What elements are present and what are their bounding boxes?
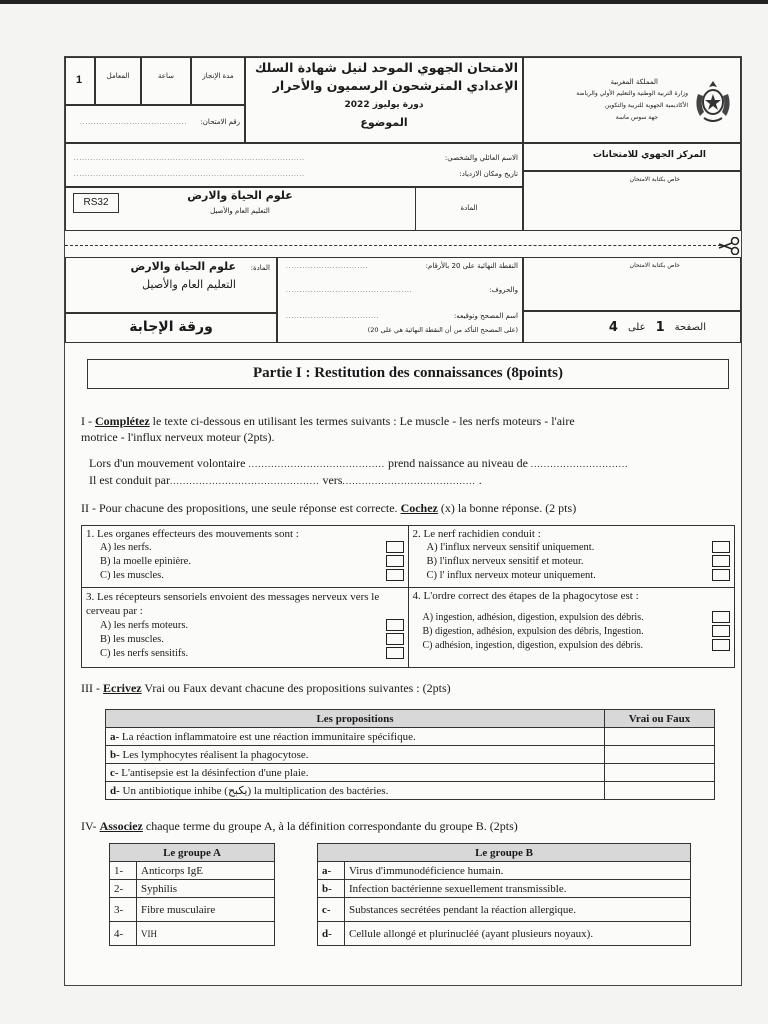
q4-a-text: VIH bbox=[137, 922, 275, 946]
q2-instructions bbox=[81, 501, 731, 516]
grade-cell bbox=[277, 257, 523, 343]
q4-a-num: 1- bbox=[110, 862, 137, 880]
q3-row-letter: d- bbox=[110, 785, 120, 797]
scissors-icon bbox=[717, 237, 741, 255]
table-row bbox=[110, 922, 275, 946]
candidate-info-cell bbox=[65, 143, 523, 187]
q1-num: I - bbox=[81, 414, 95, 428]
answer-reserved-cell bbox=[523, 257, 741, 311]
answer-sheet-title-cell bbox=[65, 313, 277, 343]
q4-a-num: 2- bbox=[110, 880, 137, 898]
coef-value: 1 bbox=[76, 74, 83, 86]
q2-item-4-option-a[interactable]: A) ingestion, adhésion, digestion, expulsion des débris. bbox=[413, 610, 731, 624]
checkbox[interactable] bbox=[712, 639, 730, 651]
q1-line1a: Lors d'un mouvement volontaire bbox=[89, 456, 246, 470]
checkbox[interactable] bbox=[386, 555, 404, 567]
exam-number-cell bbox=[65, 105, 245, 143]
corrector-label: اسم المصحح وتوقيعه: bbox=[453, 312, 518, 320]
of-label: على bbox=[627, 322, 646, 333]
q3-col-vrai-faux: Vrai ou Faux bbox=[605, 710, 715, 728]
table-row bbox=[318, 898, 691, 922]
table-row bbox=[106, 728, 715, 746]
checkbox[interactable] bbox=[712, 569, 730, 581]
q3-row-text: Un antibiotique inhibe (يكبح) la multiplication des bactéries. bbox=[119, 785, 389, 797]
q4-instructions bbox=[81, 819, 731, 834]
q2-item-1-option-a[interactable]: A) les nerfs. bbox=[86, 540, 404, 554]
page-number: 1 bbox=[655, 320, 665, 335]
q4-b-text: Cellule allongé et plurinucléé (ayant plusieurs noyaux). bbox=[345, 922, 691, 946]
q3-row-letter: a- bbox=[110, 730, 120, 743]
answer-subject-name: علوم الحياة والارض bbox=[130, 260, 236, 273]
q4-a-text: Anticorps IgE bbox=[137, 862, 275, 880]
exam-number-label: رقم الامتحان: bbox=[200, 118, 240, 126]
exam-center-label: المركز الجهوي للامتحانات bbox=[592, 150, 706, 160]
q2-item-1-option-b[interactable]: B) la moelle epinière. bbox=[86, 554, 404, 568]
q4-verb: Associez bbox=[99, 819, 143, 833]
academy-label: الأكاديمية الجهوية للتربية والتكوين bbox=[605, 102, 688, 109]
table-row bbox=[318, 862, 691, 880]
q2-item-4-option-c[interactable]: C) adhésion, ingestion, digestion, expulsion des débris. bbox=[413, 638, 731, 652]
checkbox[interactable] bbox=[712, 611, 730, 623]
q4-b-text: Virus d'immunodéficience humain. bbox=[345, 862, 691, 880]
q4-b-text: Infection bactérienne sexuellement transmissible. bbox=[345, 880, 691, 898]
checkbox[interactable] bbox=[386, 541, 404, 553]
subject-word: الموضوع bbox=[360, 116, 408, 129]
q3-answer-cell[interactable] bbox=[605, 728, 715, 746]
reserved-label: خاص بكتابة الامتحان bbox=[629, 176, 680, 183]
checkbox[interactable] bbox=[386, 619, 404, 631]
q4-a-text: Syphilis bbox=[137, 880, 275, 898]
q2-verb: Cochez bbox=[400, 501, 438, 515]
q4-b-letter: a- bbox=[318, 862, 345, 880]
center-cell bbox=[523, 143, 741, 171]
q3-row-text: L'antisepsie est la désinfection d'une plaie. bbox=[118, 766, 309, 779]
q2-item-4-option-b[interactable]: B) digestion, adhésion, expulsion des débris, Ingestion. bbox=[413, 624, 731, 638]
table-row bbox=[106, 764, 715, 782]
grade-letters-label: والحروف: bbox=[489, 286, 518, 294]
page-total: 4 bbox=[608, 320, 618, 335]
q3-answer-cell[interactable] bbox=[605, 782, 715, 800]
q1-instructions bbox=[81, 413, 731, 445]
region-label: جهة سوس ماسة bbox=[615, 114, 658, 121]
q2-item-1 bbox=[82, 526, 409, 588]
q1-text2: motrice - l'influx nerveux moteur (2pts). bbox=[81, 430, 275, 444]
answer-subject-label: المادة: bbox=[250, 264, 270, 272]
coef-label: المعامل bbox=[95, 57, 141, 105]
q1-verb: Complétez bbox=[95, 414, 150, 428]
birth-label: تاريخ ومكان الازدياد: bbox=[459, 170, 518, 178]
page-number-cell bbox=[523, 311, 741, 343]
answer-sheet-title: ورقة الإجابة bbox=[129, 319, 213, 335]
subject-name: علوم الحياة والارض bbox=[187, 189, 293, 202]
q1-fill-text: Lors d'un mouvement volontaire .......................................... prend naissance au niveau de .............................. Il est conduit par.............................................. vers......................................... . bbox=[89, 456, 629, 487]
answer-reserved-label: خاص بكتابة الامتحان bbox=[629, 262, 680, 269]
q2-item-1-title: 1. Les organes effecteurs des mouvements sont : bbox=[86, 528, 299, 540]
table-row bbox=[106, 782, 715, 800]
q4-a-num: 3- bbox=[110, 898, 137, 922]
moroccan-coat-of-arms-icon bbox=[692, 78, 734, 124]
partie-title-box bbox=[87, 359, 729, 389]
q3-verb: Ecrivez bbox=[102, 681, 142, 695]
q3-row-letter: c- bbox=[110, 766, 119, 779]
subject-code: RS32 bbox=[73, 193, 119, 213]
checkbox[interactable] bbox=[712, 625, 730, 637]
q1-line1b: prend naissance au niveau de bbox=[387, 456, 528, 470]
q2-item-3-option-b[interactable]: B) les muscles. bbox=[86, 632, 404, 646]
q2-item-4 bbox=[408, 588, 735, 668]
q4-group-a-table bbox=[109, 843, 275, 946]
q1-text1: le texte ci-dessous en utilisant les termes suivants : Le muscle - les nerfs moteurs - l'aire bbox=[149, 414, 575, 428]
q2-table bbox=[81, 525, 735, 668]
q3-instructions bbox=[81, 681, 731, 696]
ministry-label: وزارة التربية الوطنية والتعليم الأولي والرياضة bbox=[576, 90, 688, 97]
answer-subject-cell bbox=[65, 257, 277, 313]
q2-item-1-option-c[interactable]: C) les muscles. bbox=[86, 568, 404, 582]
name-dots: .................................................................................... bbox=[74, 154, 305, 162]
q4-b-letter: c- bbox=[318, 898, 345, 922]
q1-line2b: vers bbox=[322, 473, 343, 487]
table-row bbox=[110, 880, 275, 898]
q3-col-propositions: Les propositions bbox=[106, 710, 605, 728]
q2-item-3-title: 3. Les récepteurs sensoriels envoient des messages nerveux vers le cerveau par : bbox=[86, 591, 380, 617]
q4-b-text: Substances secrétées pendant la réaction allergique. bbox=[345, 898, 691, 922]
grade-digits-label: النقطة النهائية على 20 بالأرقام: bbox=[425, 262, 518, 270]
q1-line2a: Il est conduit par bbox=[89, 473, 170, 487]
checkbox[interactable] bbox=[386, 647, 404, 659]
page-top-edge bbox=[0, 0, 768, 4]
coef-value-cell bbox=[65, 57, 95, 105]
q3-text: Vrai ou Faux devant chacune des propositions suivantes : (2pts) bbox=[141, 681, 451, 695]
q2-item-3-option-c[interactable]: C) les nerfs sensitifs. bbox=[86, 646, 404, 660]
title-cell bbox=[245, 57, 523, 143]
q3-answer-cell[interactable] bbox=[605, 746, 715, 764]
kingdom-label: المملكة المغربية bbox=[610, 78, 658, 86]
q4-b-letter: b- bbox=[318, 880, 345, 898]
answer-track: التعليم العام والأصيل bbox=[142, 278, 236, 291]
exam-title-line2: الإعدادي المترشحون الرسميون والأحرار bbox=[272, 78, 518, 93]
q4-b-letter: d- bbox=[318, 922, 345, 946]
logo-cell bbox=[523, 57, 741, 143]
grade-digits-dots: .............................. bbox=[286, 262, 369, 270]
checkbox[interactable] bbox=[386, 633, 404, 645]
q3-num: III - bbox=[81, 681, 103, 695]
subject-track: التعليم العام والأصيل bbox=[210, 207, 270, 215]
corrector-dots: .................................. bbox=[286, 312, 380, 320]
subject-label-cell bbox=[415, 187, 523, 231]
q4-a-text: Fibre musculaire bbox=[137, 898, 275, 922]
q4-group-a-title: Le groupe A bbox=[110, 844, 275, 862]
page-label: الصفحة bbox=[674, 322, 706, 333]
reserved-cell bbox=[523, 171, 741, 231]
checkbox[interactable] bbox=[386, 569, 404, 581]
name-label: الاسم العائلي والشخصي: bbox=[444, 154, 518, 162]
q2-item-4-title: 4. L'ordre correct des étapes de la phagocytose est : bbox=[412, 590, 639, 602]
cut-line bbox=[65, 245, 721, 246]
duration-label: مدة الإنجاز bbox=[191, 57, 245, 105]
q2-item-2-option-c[interactable]: C) l' influx nerveux moteur uniquement. bbox=[413, 568, 731, 582]
q2-item-3 bbox=[82, 588, 409, 668]
session-label: دورة يوليوز 2022 bbox=[344, 100, 424, 110]
checkbox[interactable] bbox=[712, 555, 730, 567]
q3-row-letter: b- bbox=[110, 748, 120, 761]
q2-intro1: II - Pour chacune des propositions, une seule réponse est correcte. bbox=[81, 501, 401, 515]
q2-intro2: (x) la bonne réponse. (2 pts) bbox=[437, 501, 577, 515]
q2-item-2-option-b[interactable]: B) l'influx nerveux sensitif et moteur. bbox=[413, 554, 731, 568]
table-row bbox=[318, 922, 691, 946]
exam-title-line1: الامتحان الجهوي الموحد لنيل شهادة السلك bbox=[254, 60, 518, 75]
q4-a-num: 4- bbox=[110, 922, 137, 946]
q3-row-text: La réaction inflammatoire est une réaction immunitaire spécifique. bbox=[119, 730, 416, 743]
table-row bbox=[110, 898, 275, 922]
corrector-note: (على المصحح التأكد من أن النقطة النهائية هي على 20) bbox=[367, 326, 518, 334]
page-indicator bbox=[609, 320, 706, 335]
exam-sheet bbox=[64, 56, 742, 986]
subject-label: المادة bbox=[460, 204, 478, 212]
table-row bbox=[106, 746, 715, 764]
q4-group-b-table bbox=[317, 843, 691, 946]
q3-answer-cell[interactable] bbox=[605, 764, 715, 782]
exam-number-dots: ....................................... bbox=[80, 118, 188, 126]
partie-title: Partie I : Restitution des connaissances (8points) bbox=[253, 365, 563, 381]
checkbox[interactable] bbox=[712, 541, 730, 553]
q2-item-2-option-a[interactable]: A) l'influx nerveux sensitif uniquement. bbox=[413, 540, 731, 554]
hours-label: ساعة bbox=[141, 57, 191, 105]
q2-item-3-option-a[interactable]: A) les nerfs moteurs. bbox=[86, 618, 404, 632]
q2-item-2 bbox=[408, 526, 735, 588]
table-row bbox=[318, 880, 691, 898]
table-row bbox=[110, 862, 275, 880]
q3-row-text: Les lymphocytes réalisent la phagocytose. bbox=[119, 748, 309, 761]
grade-letters-dots: .............................................. bbox=[286, 286, 413, 294]
q4-text: chaque terme du groupe A, à la définition correspondante du groupe B. (2pts) bbox=[142, 819, 518, 833]
q2-item-2-title: 2. Le nerf rachidien conduit : bbox=[412, 528, 541, 540]
q4-num: IV- bbox=[81, 819, 100, 833]
q4-group-b-title: Le groupe B bbox=[318, 844, 691, 862]
birth-dots: .................................................................................... bbox=[74, 170, 305, 178]
q3-table bbox=[105, 709, 715, 800]
